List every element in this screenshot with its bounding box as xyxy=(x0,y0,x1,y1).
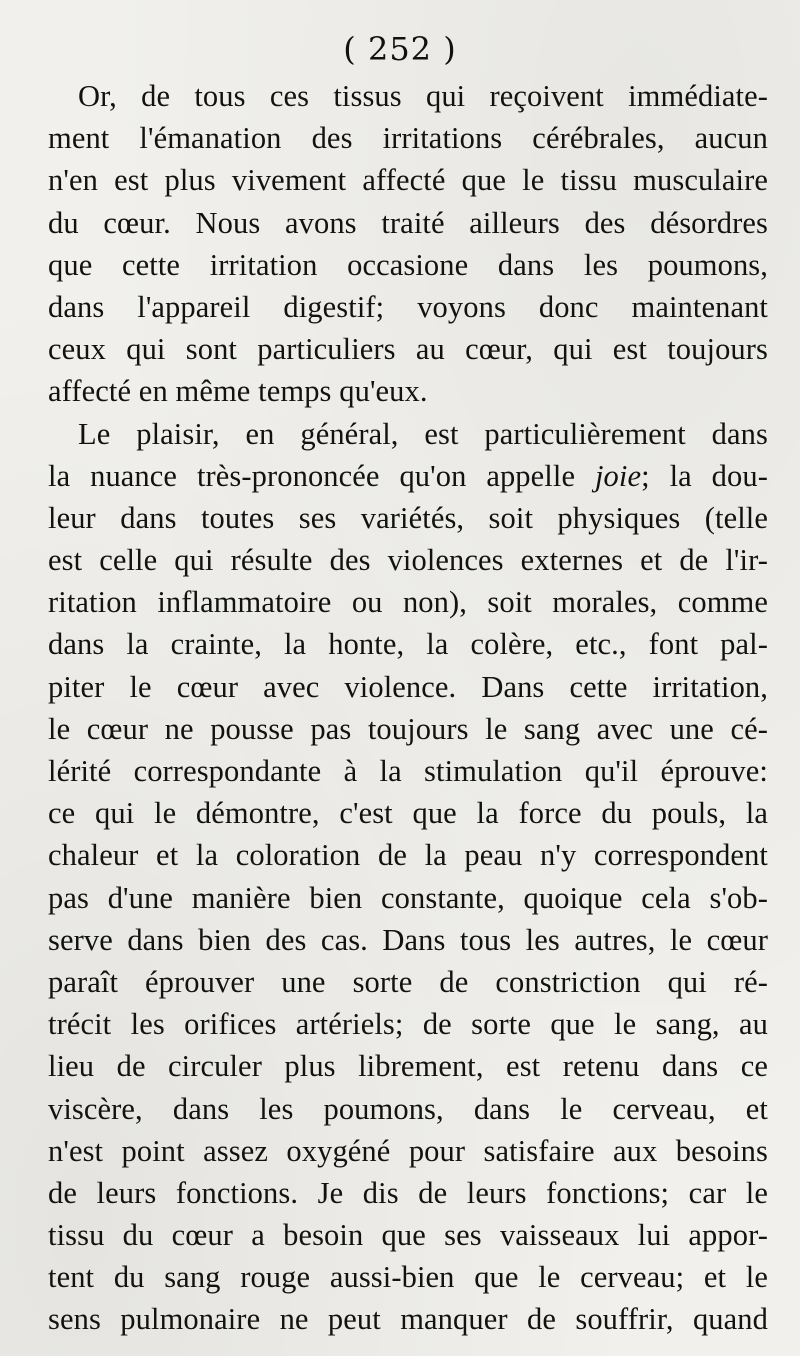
paragraph-1 xyxy=(48,75,768,413)
text-line: paraît éprouver une sorte de constriction qui ré- xyxy=(48,964,768,999)
text-segment: ; la dou- xyxy=(641,458,768,493)
text-line: viscère, dans les poumons, dans le cerveau, et xyxy=(48,1091,768,1126)
text-line: Le plaisir, en général, est particulièrement dans xyxy=(78,416,768,451)
text-line: ment l'émanation des irritations cérébrales, aucun xyxy=(48,121,768,156)
text-line: ritation inflammatoire ou non), soit morales, comme xyxy=(48,585,768,620)
text-line: piter le cœur avec violence. Dans cette irritation, xyxy=(48,669,768,704)
text-line: lieu de circuler plus librement, est retenu dans ce xyxy=(48,1049,768,1084)
text-line: Or, de tous ces tissus qui reçoivent immédiate- xyxy=(78,79,768,113)
text-line: chaleur et la coloration de la peau n'y correspondent xyxy=(48,838,768,873)
text-line: lérité correspondante à la stimulation qu'il éprouve: xyxy=(48,754,768,788)
text-line: de leurs fonctions. Je dis de leurs fonctions; car le xyxy=(48,1175,768,1210)
text-line: ceux qui sont particuliers au cœur, qui est toujours xyxy=(48,332,768,367)
text-line: le cœur ne pousse pas toujours le sang avec une cé- xyxy=(48,711,768,746)
text-line: trécit les orifices artériels; de sorte que le sang, au xyxy=(48,1007,768,1042)
text-line: pas d'une manière bien constante, quoique cela s'ob- xyxy=(48,880,768,915)
text-line: sens pulmonaire ne peut manquer de souffrir, quand xyxy=(48,1302,768,1337)
page-number: ( 252 ) xyxy=(343,30,457,68)
text-line: n'est point assez oxygéné pour satisfaire aux besoins xyxy=(48,1133,768,1168)
text-line: leur dans toutes ses variétés, soit physiques (telle xyxy=(48,500,768,535)
text-line: est celle qui résulte des violences externes et de l'ir- xyxy=(48,543,768,578)
text-line: dans l'appareil digestif; voyons donc maintenant xyxy=(48,289,768,324)
text-line: tent du sang rouge aussi-bien que le cerveau; et le xyxy=(48,1260,768,1295)
text-line: n'en est plus vivement affecté que le tissu musculaire xyxy=(48,163,768,198)
text-line: serve dans bien des cas. Dans tous les autres, le cœur xyxy=(48,922,768,957)
text-line: du cœur. Nous avons traité ailleurs des désordres xyxy=(48,205,768,240)
italic-word: joie xyxy=(594,458,642,493)
text-line: ce qui le démontre, c'est que la force du pouls, la xyxy=(48,796,768,831)
paragraph-2 xyxy=(48,413,768,1341)
text-line: que cette irritation occasione dans les poumons, xyxy=(48,247,768,282)
body-text xyxy=(48,75,768,1341)
text-line-with-italic xyxy=(48,455,768,497)
text-segment: la nuance très-prononcée qu'on appelle xyxy=(48,458,576,493)
text-line: dans la crainte, la honte, la colère, etc., font pal- xyxy=(48,627,768,662)
text-line: affecté en même temps qu'eux. xyxy=(48,374,428,409)
text-line: tissu du cœur a besoin que ses vaisseaux lui appor- xyxy=(48,1218,768,1253)
